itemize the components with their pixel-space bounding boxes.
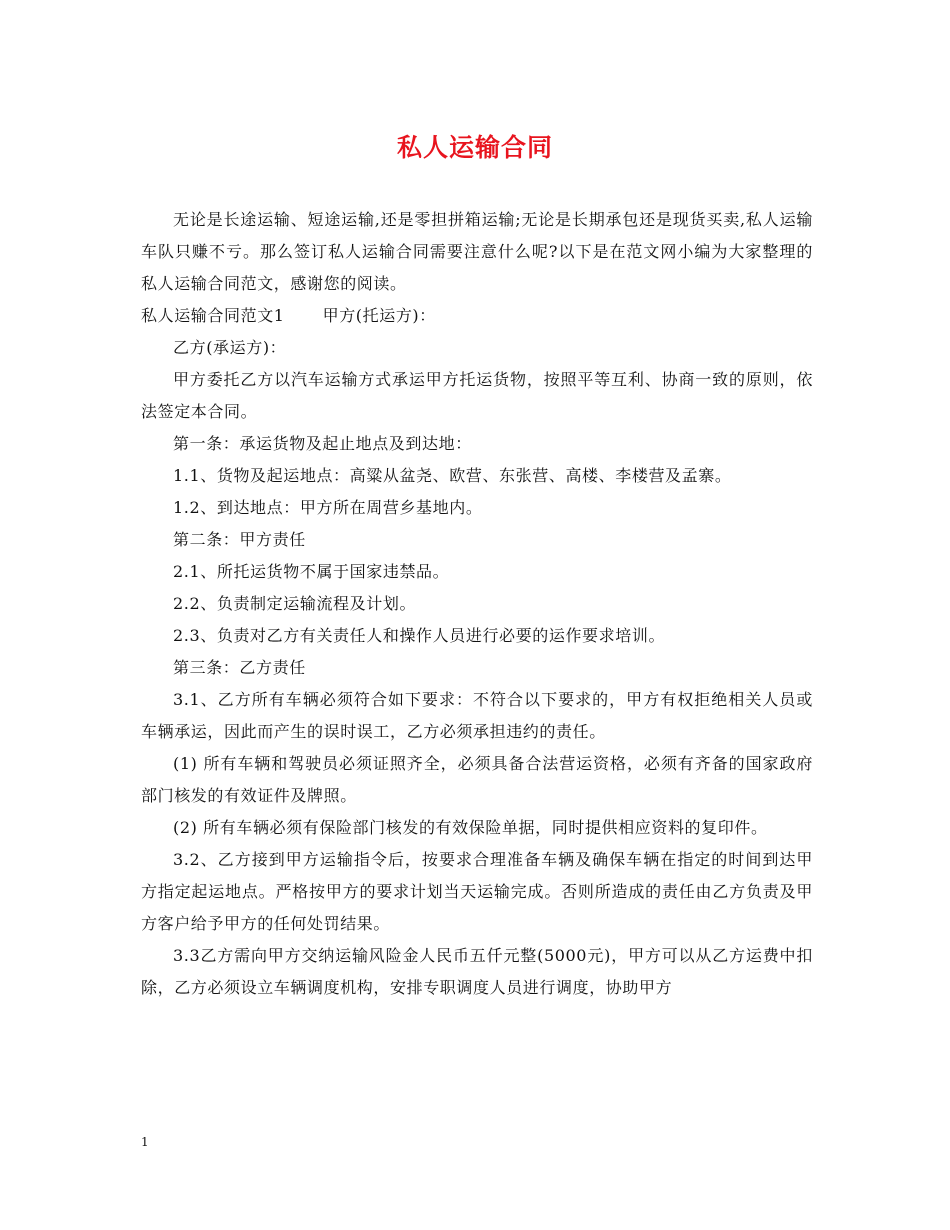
clause-1-1: 1.1、货物及起运地点：高粱从盆尧、欧营、东张营、高楼、李楼营及孟寨。 (173, 466, 732, 485)
clause-3-3: 3.3乙方需向甲方交纳运输风险金人民币五仟元整(5000元)，甲方可以从乙方运费中扣除，乙方必须设立车辆调度机构，安排专职调度人员进行调度，协助甲方 (141, 946, 813, 997)
clause-2-2: 2.2、负责制定运输流程及计划。 (173, 594, 417, 613)
clause-3-1-item-2: (2) 所有车辆必须有保险部门核发的有效保险单据，同时提供相应资料的复印件。 (173, 818, 768, 837)
clause-3-1: 3.1、乙方所有车辆必须符合如下要求：不符合以下要求的，甲方有权拒绝相关人员或车辆承运，因此而产生的误时误工，乙方必须承担违约的责任。 (141, 690, 813, 741)
article-1-heading: 第一条：承运货物及起止地点及到达地： (173, 434, 472, 453)
document-title: 私人运输合同 (396, 133, 553, 162)
clause-2-3: 2.3、负责对乙方有关责任人和操作人员进行必要的运作要求培训。 (173, 626, 666, 645)
clause-1-2: 1.2、到达地点：甲方所在周营乡基地内。 (173, 498, 483, 517)
clause-2-1: 2.1、所托运货物不属于国家违禁品。 (173, 562, 450, 581)
party-a-label: 甲方(托运方)： (322, 306, 436, 325)
paragraph-sample-heading (141, 300, 813, 332)
clause-3-2: 3.2、乙方接到甲方运输指令后，按要求合理准备车辆及确保车辆在指定的时间到达甲方指定起运地点。严格按甲方的要求计划当天运输完成。否则所造成的责任由乙方负责及甲方客户给予甲方的任何处罚结果。 (141, 850, 813, 933)
page-number: 1 (141, 1135, 149, 1149)
article-2-heading: 第二条：甲方责任 (173, 530, 306, 549)
paragraph-party-b: 乙方(承运方)： (173, 338, 287, 357)
clause-3-1-item-1: (1) 所有车辆和驾驶员必须证照齐全，必须具备合法营运资格，必须有齐备的国家政府部门核发的有效证件及牌照。 (141, 754, 813, 805)
document-body (141, 204, 813, 1004)
paragraph-intro: 无论是长途运输、短途运输,还是零担拼箱运输;无论是长期承包还是现货买卖,私人运输车队只赚不亏。那么签订私人运输合同需要注意什么呢?以下是在范文网小编为大家整理的私人运输合同范文，感谢您的阅读。 (141, 210, 813, 293)
article-3-heading: 第三条：乙方责任 (173, 658, 306, 677)
paragraph-preamble: 甲方委托乙方以汽车运输方式承运甲方托运货物，按照平等互利、协商一致的原则，依法签定本合同。 (141, 370, 813, 421)
sample-heading-label: 私人运输合同范文1 (141, 306, 285, 325)
